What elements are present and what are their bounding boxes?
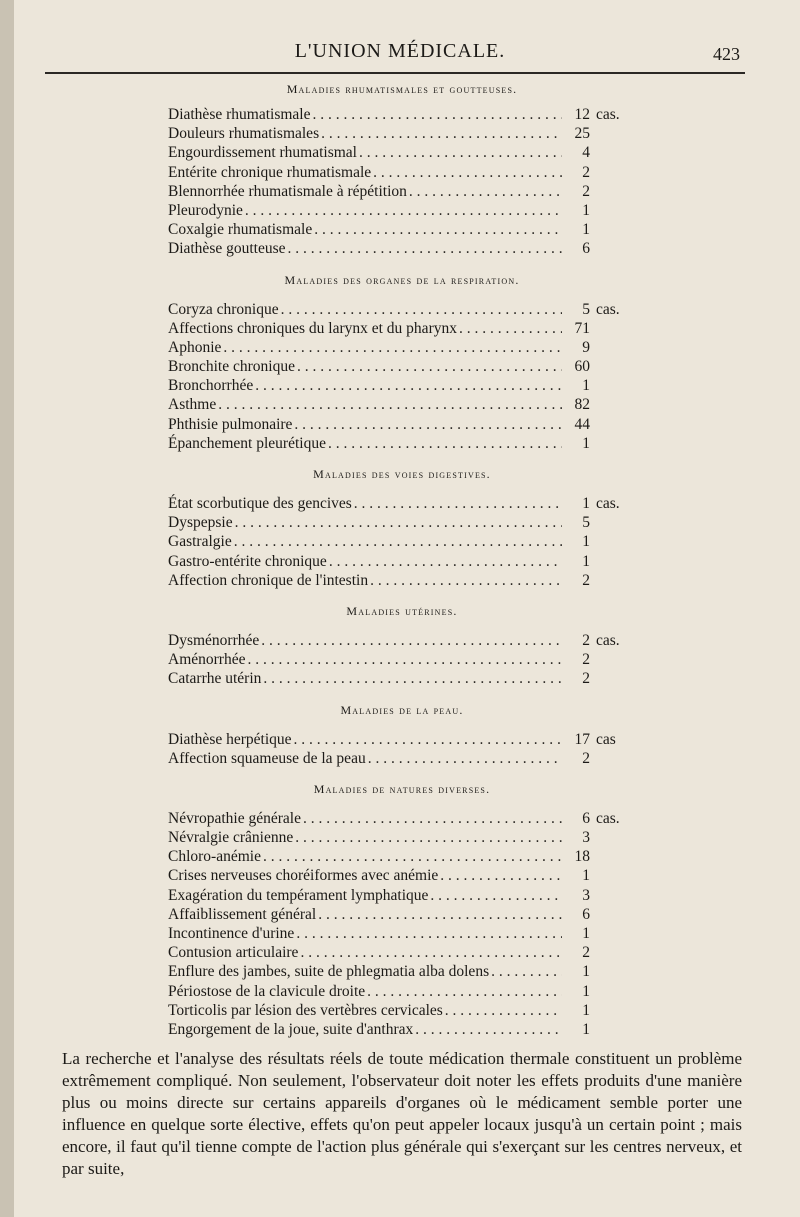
leader-dots [359,143,562,162]
list-item [168,552,636,571]
list-item [168,124,636,143]
leader-dots [445,1001,562,1020]
disease-name: Bronchite chronique [168,358,295,376]
list-item [168,962,636,981]
disease-name: État scorbutique des gencives [168,495,352,512]
disease-name: Gastralgie [168,533,232,551]
leader-dots [430,886,562,905]
case-count: 3 [582,886,590,904]
leader-dots [296,924,562,943]
running-title: L'UNION MÉDICALE. [294,40,506,62]
list-item [168,357,636,376]
section-list [168,631,636,689]
disease-name: Torticolis par lésion des vertèbres cervicales [168,1001,443,1019]
case-count: 2 [582,670,590,688]
list-item [168,924,636,943]
case-count: 2 [582,651,590,669]
disease-name: Diathèse goutteuse [168,240,286,258]
list-item [168,650,636,669]
case-count: 2 [582,163,590,181]
leader-dots [329,552,562,571]
list-item [168,532,636,551]
case-count: 6 [582,809,590,827]
case-count: 1 [582,552,590,570]
section-list [168,730,636,768]
list-item [168,338,636,357]
section-heading: Maladies de natures diverses. [313,781,491,796]
body-paragraph: La recherche et l'analyse des résultats réels de toute médication thermale constituent un problème extrêmement compliqué. Non seulement, l'observateur doit noter les effets produits d'une manière plus ou moins directe sur certains appareils d'organes où le médicament semble porter une influence en quelque sorte élective, effets qu'on peut appeler locaux jusqu'à un certain point ; mais encore, il faut qu'il tienne compte de l'action plus générale qui s'exerçant sur les centres nerveux, et par suite, [62,1049,742,1178]
list-item [168,434,636,453]
leader-dots [312,105,562,124]
list-item [168,847,636,866]
list-item [168,513,636,532]
leader-dots [263,669,562,688]
leader-dots [409,182,562,201]
case-count: 5 [582,514,590,532]
list-item [168,1001,636,1020]
statistics-tables [168,82,636,1039]
disease-name: Crises nerveuses choréiformes avec anémie [168,867,439,885]
leader-dots [303,809,562,828]
disease-name: Périostose de la clavicule droite [168,982,366,1000]
case-count: 1 [582,377,590,395]
case-count: 2 [582,571,590,589]
case-count: 2 [582,631,590,649]
case-count: 3 [582,829,590,847]
case-count: 1 [582,1001,590,1019]
leader-dots [223,338,562,357]
disease-name: Aménorrhée [168,651,246,669]
disease-name: Chloro-anémie [168,848,261,866]
page-header [60,40,740,70]
leader-dots [300,943,562,962]
case-count: 71 [574,319,590,337]
header-rule [45,72,745,74]
case-count: 18 [574,848,590,866]
disease-name: Névralgie crânienne [168,829,294,847]
case-count: 1 [582,201,590,219]
disease-name: Entérite chronique rhumatismale [168,163,372,181]
case-count: 6 [582,240,590,258]
leader-dots [255,376,562,395]
case-count: 44 [574,415,590,433]
leader-dots [415,1020,562,1039]
list-item [168,143,636,162]
list-item [168,730,636,749]
leader-dots [261,631,562,650]
disease-name: Coryza chronique [168,300,279,318]
section-list [168,105,636,259]
leader-dots [247,650,562,669]
disease-name: Bronchorrhée [168,377,254,395]
list-item [168,163,636,182]
list-item [168,105,636,124]
section-heading: Maladies des voies digestives. [313,467,491,481]
case-count: 17 [574,730,590,748]
case-count: 1 [582,495,590,512]
case-count: 2 [582,749,590,767]
page-edge [0,0,14,1217]
leader-dots [294,415,562,434]
case-unit: cas. [596,300,620,318]
list-item [168,319,636,338]
disease-name: Diathèse rhumatismale [168,106,311,123]
leader-dots [281,300,562,319]
leader-dots [294,730,562,749]
list-item [168,415,636,434]
case-count: 1 [582,982,590,1000]
disease-name: Affection squameuse de la peau [168,749,366,767]
leader-dots [370,571,562,590]
list-item [168,749,636,768]
case-count: 82 [574,396,590,414]
disease-name: Engourdissement rhumatismal [168,144,357,162]
list-item [168,395,636,414]
disease-name: Affaiblissement général [168,905,317,923]
disease-name: Affections chroniques du larynx et du pharynx [168,319,457,337]
list-item [168,866,636,885]
list-item [168,943,636,962]
case-count: 4 [582,144,590,162]
section-list [168,300,636,454]
section-heading: Maladies de la peau. [340,702,464,717]
leader-dots [328,434,562,453]
case-unit: cas. [596,106,620,123]
case-unit: cas [596,730,616,748]
case-unit: cas. [596,631,620,649]
disease-name: Blennorrhée rhumatismale à répétition [168,182,407,200]
disease-name: Douleurs rhumatismales [168,125,320,143]
disease-name: Pleurodynie [168,201,243,219]
case-count: 1 [582,1020,590,1038]
leader-dots [354,494,562,513]
leader-dots [373,163,562,182]
case-count: 1 [582,963,590,981]
leader-dots [314,220,562,239]
case-count: 6 [582,905,590,923]
list-item [168,182,636,201]
case-count: 1 [582,925,590,942]
leader-dots [263,847,562,866]
list-item [168,886,636,905]
list-item [168,220,636,239]
case-count: 1 [582,533,590,551]
section-heading: Maladies rhumatismales et goutteuses. [286,82,518,96]
case-unit: cas. [596,495,620,512]
list-item [168,376,636,395]
leader-dots [295,828,562,847]
list-item [168,571,636,590]
section-list [168,809,636,1039]
disease-name: Dyspepsie [168,514,233,532]
page-number: 423 [713,44,740,64]
list-item [168,631,636,650]
disease-name: Catarrhe utérin [168,670,262,688]
disease-name: Exagération du tempérament lymphatique [168,886,429,904]
case-count: 2 [582,944,590,962]
section-list [168,494,636,590]
list-item [168,300,636,319]
case-count: 60 [574,358,590,376]
case-count: 1 [582,221,590,239]
list-item [168,494,636,513]
list-item [168,982,636,1001]
leader-dots [234,532,562,551]
case-count: 1 [582,867,590,885]
disease-name: Diathèse herpétique [168,730,292,748]
leader-dots [218,395,562,414]
disease-name: Coxalgie rhumatismale [168,221,313,239]
disease-name: Incontinence d'urine [168,925,295,942]
disease-name: Affection chronique de l'intestin [168,571,369,589]
list-item [168,1020,636,1039]
leader-dots [368,749,562,768]
case-count: 2 [582,182,590,200]
leader-dots [321,124,562,143]
disease-name: Asthme [168,396,217,414]
disease-name: Aphonie [168,338,222,356]
leader-dots [318,905,562,924]
disease-name: Gastro-entérite chronique [168,552,327,570]
disease-name: Engorgement de la joue, suite d'anthrax [168,1020,414,1038]
disease-name: Épanchement pleurétique [168,434,326,452]
case-count: 9 [582,338,590,356]
list-item [168,201,636,220]
disease-name: Phthisie pulmonaire [168,415,293,433]
disease-name: Enflure des jambes, suite de phlegmatia alba dolens [168,963,490,981]
disease-name: Contusion articulaire [168,944,299,962]
leader-dots [459,319,562,338]
leader-dots [491,962,562,981]
leader-dots [235,513,562,532]
leader-dots [245,201,562,220]
list-item [168,669,636,688]
section-heading: Maladies des organes de la respiration. [284,272,520,287]
case-unit: cas. [596,809,620,827]
list-item [168,239,636,258]
disease-name: Névropathie générale [168,809,301,827]
case-count: 12 [574,106,590,123]
list-item [168,905,636,924]
leader-dots [367,982,562,1001]
case-count: 25 [574,125,590,143]
case-count: 5 [582,300,590,318]
list-item [168,828,636,847]
case-count: 1 [582,434,590,452]
list-item [168,809,636,828]
leader-dots [440,866,562,885]
section-heading: Maladies utérines. [346,603,458,618]
leader-dots [288,239,562,258]
leader-dots [297,357,562,376]
disease-name: Dysménorrhée [168,631,260,649]
